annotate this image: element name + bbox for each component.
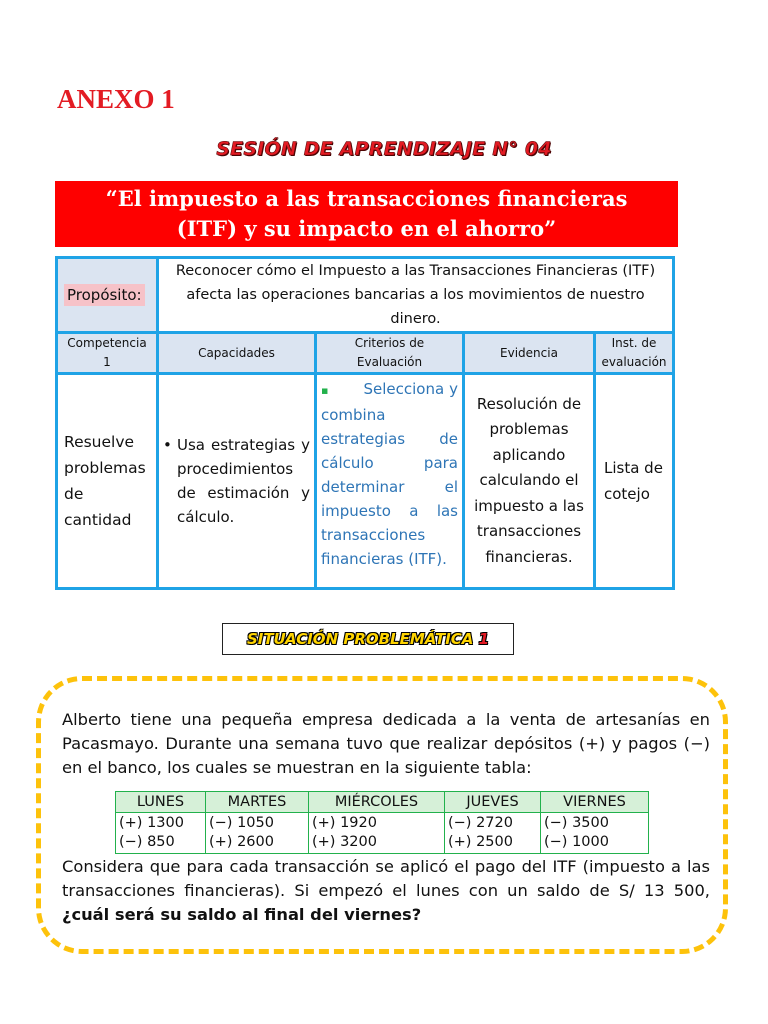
purpose-label: Propósito: xyxy=(64,284,145,306)
purpose-text: Reconocer cómo el Impuesto a las Transacciones Financieras (ITF) afecta las operaciones bancarias a los movimientos de nuestro dinero. xyxy=(158,258,674,333)
transaction-value: (+) 1920 xyxy=(312,815,377,831)
day-header: LUNES xyxy=(116,792,206,813)
learning-plan-table xyxy=(55,256,675,590)
transaction-value: (+) 2500 xyxy=(448,834,513,850)
transaction-value: (−) 3500 xyxy=(544,815,609,831)
header-evidencia: Evidencia xyxy=(464,333,595,374)
situation-heading xyxy=(222,623,514,655)
transaction-value: (+) 1300 xyxy=(119,815,184,831)
capacidad-bullet: • xyxy=(163,436,172,454)
transaction-value: (−) 850 xyxy=(119,834,175,850)
criterio-cell xyxy=(316,374,464,589)
main-title-line-2: (ITF) y su impacto en el ahorro” xyxy=(176,216,557,241)
day-transactions xyxy=(309,813,445,854)
criterio-text: Selecciona y combina estrategias de cálculo para determinar el impuesto a las transacciones financieras (ITF). xyxy=(321,380,458,568)
situation-number: 1 xyxy=(478,630,490,648)
capacidad-text: Usa estrategias y procedimientos de estimación y cálculo. xyxy=(177,436,310,526)
header-instrumento: Inst. de evaluación xyxy=(595,333,674,374)
days-header-row xyxy=(116,792,649,813)
header-competencia: Competencia 1 xyxy=(57,333,158,374)
transaction-value: (−) 2720 xyxy=(448,815,513,831)
header-row xyxy=(57,333,674,374)
purpose-label-cell xyxy=(57,258,158,333)
capacidad-cell xyxy=(158,374,316,589)
day-header: MARTES xyxy=(206,792,309,813)
problem-intro: Alberto tiene una pequeña empresa dedicada a la venta de artesanías en Pacasmayo. Durante una semana tuvo que realizar depósitos (+) y pagos (−) en el banco, los cuales se muestran en la siguiente tabla: xyxy=(62,710,710,777)
situation-label: SITUACIÓN PROBLEMÁTICA xyxy=(246,630,474,648)
competencia-cell: Resuelve problemas de cantidad xyxy=(57,374,158,589)
purpose-row xyxy=(57,258,674,333)
criterio-bullet: ▪ xyxy=(321,384,329,397)
day-transactions xyxy=(445,813,541,854)
content-row xyxy=(57,374,674,589)
main-title-line-1: “El impuesto a las transacciones financieras xyxy=(105,186,628,211)
day-transactions xyxy=(116,813,206,854)
transaction-value: (+) 2600 xyxy=(209,834,274,850)
instrumento-cell: Lista de cotejo xyxy=(595,374,674,589)
transactions-row xyxy=(116,813,649,854)
transaction-value: (−) 1050 xyxy=(209,815,274,831)
closing-question: ¿cuál será su saldo al final del viernes? xyxy=(62,905,422,924)
header-capacidades: Capacidades xyxy=(158,333,316,374)
day-header: JUEVES xyxy=(445,792,541,813)
session-title: SESIÓN DE APRENDIZAJE N° 04 xyxy=(216,138,552,160)
day-header: MIÉRCOLES xyxy=(309,792,445,813)
transaction-value: (−) 1000 xyxy=(544,834,609,850)
problem-closing xyxy=(62,855,710,927)
main-title-banner xyxy=(55,181,678,247)
day-transactions xyxy=(206,813,309,854)
closing-text: Considera que para cada transacción se aplicó el pago del ITF (impuesto a las transacciones financieras). Si empezó el lunes con un saldo de S/ 13 500, xyxy=(62,857,710,900)
day-header: VIERNES xyxy=(541,792,649,813)
evidencia-cell: Resolución de problemas aplicando calculando el impuesto a las transacciones financieras. xyxy=(464,374,595,589)
header-criterios: Criterios de Evaluación xyxy=(316,333,464,374)
day-transactions xyxy=(541,813,649,854)
transactions-table xyxy=(115,791,649,854)
transaction-value: (+) 3200 xyxy=(312,834,377,850)
annex-title: ANEXO 1 xyxy=(57,84,175,114)
